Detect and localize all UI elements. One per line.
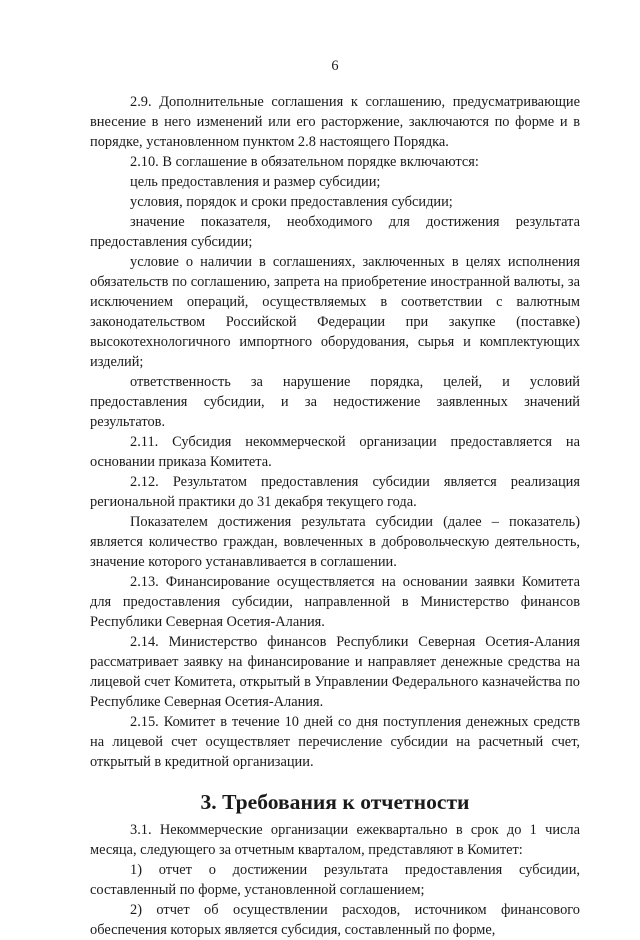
list-item-report-1: 1) отчет о достижении результата предоставления субсидии, составленный по форме, установленной соглашением; (90, 862, 580, 898)
document-page (90, 56, 580, 940)
paragraph-2-9: 2.9. Дополнительные соглашения к соглашению, предусматривающие внесение в него изменений или его расторжение, заключаются по форме и в порядке, установленном пунктом 2.8 настоящего Порядка. (90, 94, 580, 150)
paragraph-2-10: 2.10. В соглашение в обязательном порядке включаются: (130, 154, 479, 170)
page-number: 6 (331, 58, 339, 74)
list-item-report-2: 2) отчет об осуществлении расходов, источником финансового обеспечения которых является субсидия, составленный по форме, (90, 902, 580, 938)
list-item-currency-ban: условие о наличии в соглашениях, заключенных в целях исполнения обязательств по соглашению, запрета на приобретение иностранной валюты, за исключением операций, осуществляемых в соответствии с валютным законодательством Российской Федерации при закупке (поставке) высокотехнологичного импортного оборудования, сырья и комплектующих изделий; (90, 254, 580, 370)
paragraph-2-11: 2.11. Субсидия некоммерческой организации предоставляется на основании приказа Комитета. (90, 434, 580, 470)
section-2-body (90, 92, 580, 772)
paragraph-3-1: 3.1. Некоммерческие организации ежеквартально в срок до 1 числа месяца, следующего за отчетным кварталом, представляют в Комитет: (90, 822, 580, 858)
paragraph-2-13: 2.13. Финансирование осуществляется на основании заявки Комитета для предоставления субсидии, направленной в Министерство финансов Республики Северная Осетия-Алания. (90, 574, 580, 630)
list-item-responsibility: ответственность за нарушение порядка, целей, и условий предоставления субсидии, и за недостижение заявленных значений результатов. (90, 374, 580, 430)
section-3-heading: 3. Требования к отчетности (200, 790, 470, 814)
paragraph-2-12: 2.12. Результатом предоставления субсидии является реализация региональной практики до 31 декабря текущего года. (90, 474, 580, 510)
paragraph-2-15: 2.15. Комитет в течение 10 дней со дня поступления денежных средств на лицевой счет осуществляет перечисление субсидии на расчетный счет, открытый в кредитной организации. (90, 714, 580, 770)
section-3-body (90, 820, 580, 940)
paragraph-indicator: Показателем достижения результата субсидии (далее – показатель) является количество граждан, вовлеченных в добровольческую деятельность, значение которого устанавливается в соглашении. (90, 514, 580, 570)
list-item-indicator: значение показателя, необходимого для достижения результата предоставления субсидии; (90, 214, 580, 250)
paragraph-2-14: 2.14. Министерство финансов Республики Северная Осетия-Алания рассматривает заявку на финансирование и направляет денежные средства на лицевой счет Комитета, открытый в Управлении Федерального казначейства по Республике Северная Осетия-Алания. (90, 634, 580, 710)
list-item-purpose: цель предоставления и размер субсидии; (130, 174, 381, 190)
list-item-conditions: условия, порядок и сроки предоставления субсидии; (130, 194, 453, 210)
